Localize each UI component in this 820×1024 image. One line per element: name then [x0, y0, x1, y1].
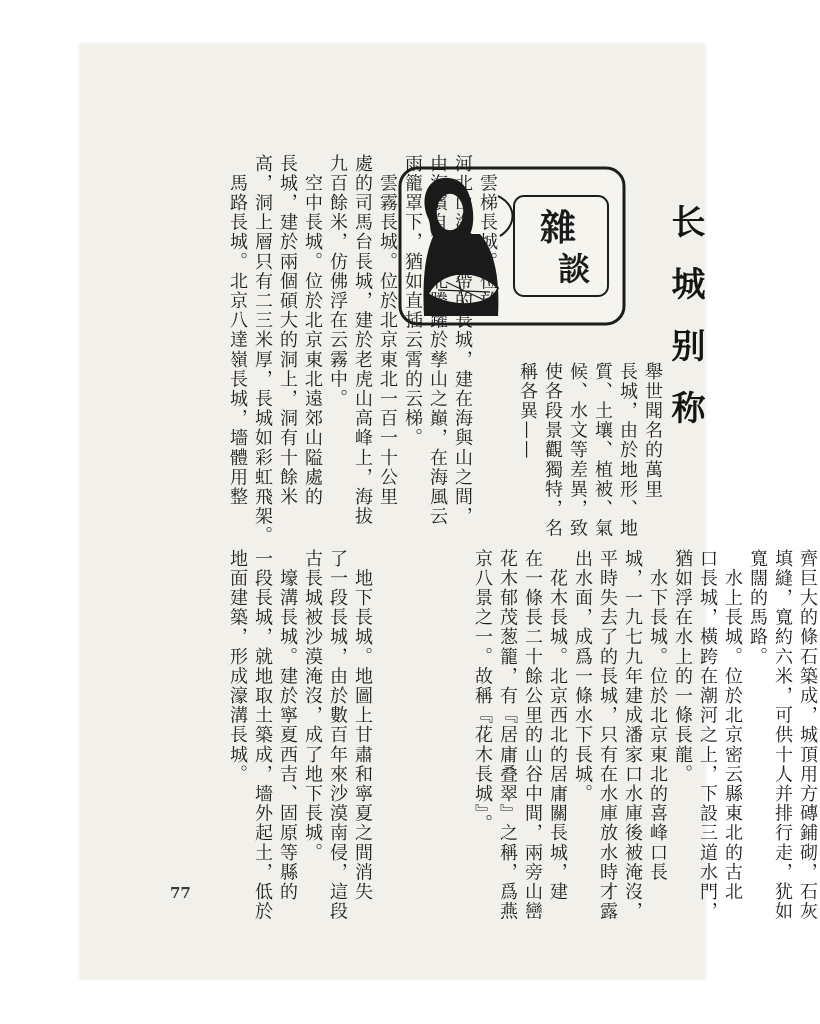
article-title: 长城别称: [665, 204, 705, 452]
underground-paragraphs: 地下長城。地圖上甘肅和寧夏之間消失 了一段長城，由於數百年來沙漠南侵，這段 古長城被沙漠淹沒，成了地下長城。 壕溝長城。建於寧夏西吉、固原等縣的 一段長城，就地取土築成，墻外起土，低於 地面建築，形成濠溝長城。: [227, 549, 373, 922]
continuation-paragraphs: 齊巨大的條石築成，城頂用方磚鋪砌，石灰 填縫，寬約六米，可供十人并排行走，犹如 寬闊的馬路。 水上長城。位於北京密云縣東北的古北 口長城，橫跨在潮河之上，下設三道水門， 猶如浮在水上的一條長龍。 水下長城。位於北京東北的喜峰口長 城，一九七九年建成潘家口水庫後被淹沒， 平時失去了的長城，只有在水庫放水時才露 出水面，成爲一條水下長城。 花木長城。北京西北的居庸關長城，建 在一條長二十餘公里的山谷中間，兩旁山巒 花木郁茂葱籠，有『居庸叠翠』之稱，爲燕 京八景之一。故稱『花木長城』。: [472, 549, 818, 922]
emblem-char-za: 雜: [539, 208, 577, 249]
yunti-paragraphs: 雲梯長城。位於 河北山海關一帶的長城，建在海與山之間， 由海濱自南向北騰躍於孳山之巔，在海風云 雨籠罩下，猶如直插云霄的云梯。 雲霧長城。位於北京東北一百一十公里 處的司馬台長城，建於老虎山高峰上，海拔 九百餘米，仿佛浮在云霧中。 空中長城。位於北京東北遠郊山隘處的 長城，建於兩個碩大的洞上，洞有十餘米 高，洞上層只有二三米厚，長城如彩虹飛架。 馬路長城。北京八達嶺長城，墻體用整: [227, 154, 498, 546]
book-page: [80, 44, 818, 979]
emblem-char-tan: 談: [557, 250, 591, 288]
intro-paragraph: 舉世聞名的萬里 長城，由於地形、地 質、土壤、植被、氣 候、水文等差異，致 使各段景觀獨特，名 稱各異——: [517, 362, 663, 539]
page-number: 77: [170, 884, 191, 902]
